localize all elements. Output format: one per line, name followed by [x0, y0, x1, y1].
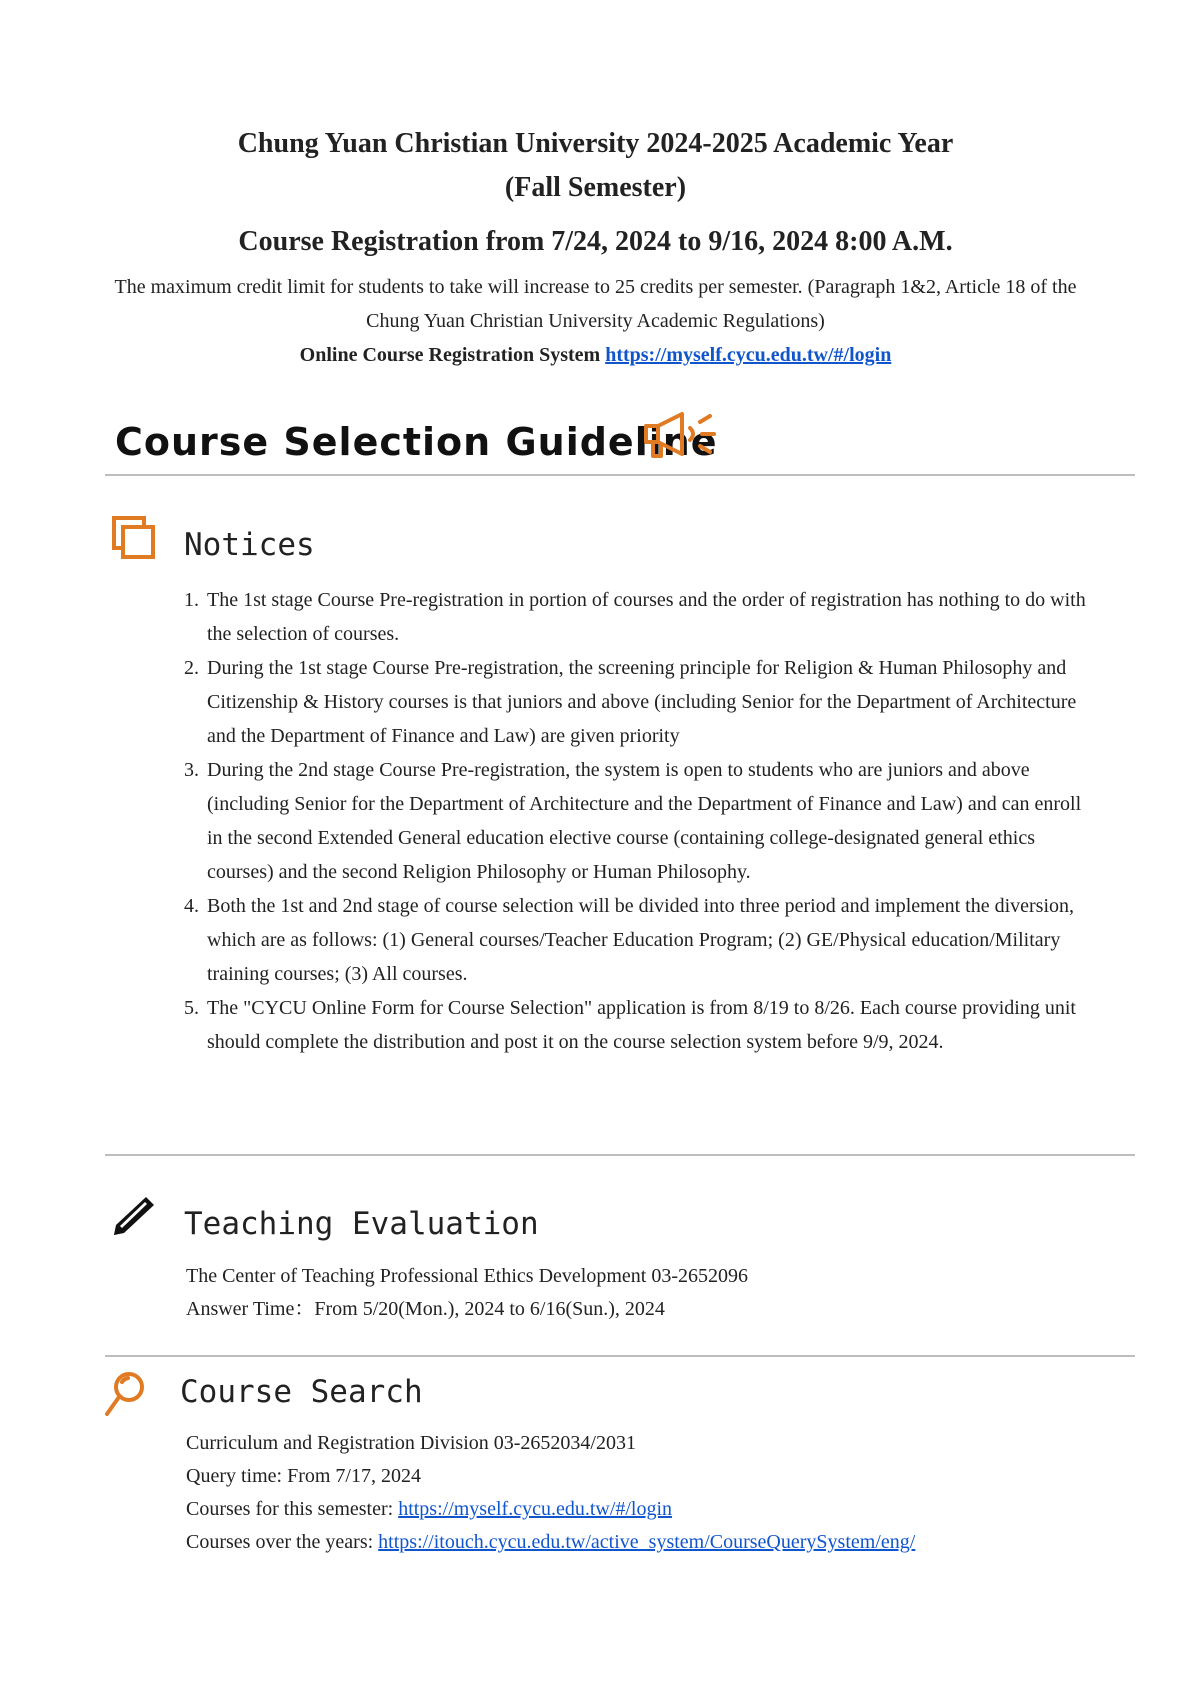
list-item: 4. Both the 1st and 2nd stage of course selection will be divided into three period and implement the diversion, which are as follows: (1) General courses/Teacher Education Program; (2) GE/Physical education/Military training courses; (3) All courses.	[184, 895, 1075, 985]
historical-courses-label: Courses over the years:	[186, 1531, 379, 1553]
teaching-evaluation-title: Teaching Evaluation	[184, 1206, 539, 1242]
registration-division-contact: Curriculum and Registration Division 03-2652034/2031	[186, 1432, 636, 1454]
course-search-body	[186, 1427, 915, 1559]
pencil-icon	[110, 1195, 158, 1235]
semester-courses-line	[186, 1493, 915, 1526]
teaching-center-contact: The Center of Teaching Professional Ethics Development 03-2652096	[186, 1265, 748, 1287]
course-search-title: Course Search	[180, 1374, 423, 1410]
answer-time: Answer Time：From 5/20(Mon.), 2024 to 6/16(Sun.), 2024	[186, 1298, 665, 1320]
notices-divider	[105, 1154, 1135, 1156]
credit-limit-note: The maximum credit limit for students to take will increase to 25 credits per semester. (Paragraph 1&2, Article 18 of the Chung Yuan Christian University Academic Regulations)	[114, 276, 1077, 332]
historical-courses-line	[186, 1526, 915, 1559]
online-registration-label: Online Course Registration System	[299, 344, 601, 366]
copy-squares-icon	[112, 516, 156, 560]
magnifier-icon	[103, 1370, 147, 1418]
document-header	[0, 122, 1191, 372]
list-item: 2. During the 1st stage Course Pre-registration, the screening principle for Religion & Human Philosophy and Citizenship & History courses is that juniors and above (including Senior for the Department of Architecture and the Department of Finance and Law) are given priority	[184, 657, 1077, 747]
guideline-heading: Course Selection Guideline	[115, 420, 718, 464]
semester-courses-label: Courses for this semester:	[186, 1498, 399, 1520]
semester-courses-link[interactable]: https://myself.cycu.edu.tw/#/login	[398, 1498, 673, 1520]
guideline-divider	[105, 474, 1135, 476]
document-title: Chung Yuan Christian University 2024-2025 Academic Year	[237, 128, 954, 159]
notices-list	[184, 583, 1094, 1059]
semester-label: (Fall Semester)	[504, 172, 687, 203]
notices-title: Notices	[184, 527, 315, 563]
historical-courses-link[interactable]: https://itouch.cycu.edu.tw/active_system/CourseQuerySystem/eng/	[378, 1531, 916, 1553]
teaching-evaluation-body	[186, 1260, 748, 1326]
registration-period: Course Registration from 7/24, 2024 to 9/16, 2024 8:00 A.M.	[238, 226, 953, 257]
online-registration-line	[0, 338, 1191, 372]
teaching-divider	[105, 1355, 1135, 1357]
online-registration-link[interactable]: https://myself.cycu.edu.tw/#/login	[605, 344, 892, 366]
megaphone-icon	[640, 410, 720, 466]
query-time: Query time: From 7/17, 2024	[186, 1465, 421, 1487]
list-item: 3. During the 2nd stage Course Pre-registration, the system is open to students who are juniors and above (including Senior for the Department of Architecture and the Department of Finance and Law) and can enroll in the second Extended General education elective course (containing college-designated general ethics courses) and the second Religion Philosophy or Human Philosophy.	[184, 759, 1082, 883]
list-item: 1. The 1st stage Course Pre-registration in portion of courses and the order of registration has nothing to do with the selection of courses.	[184, 589, 1086, 645]
list-item: 5. The "CYCU Online Form for Course Selection" application is from 8/19 to 8/26. Each course providing unit should complete the distribution and post it on the course selection system before 9/9, 2024.	[184, 997, 1076, 1053]
